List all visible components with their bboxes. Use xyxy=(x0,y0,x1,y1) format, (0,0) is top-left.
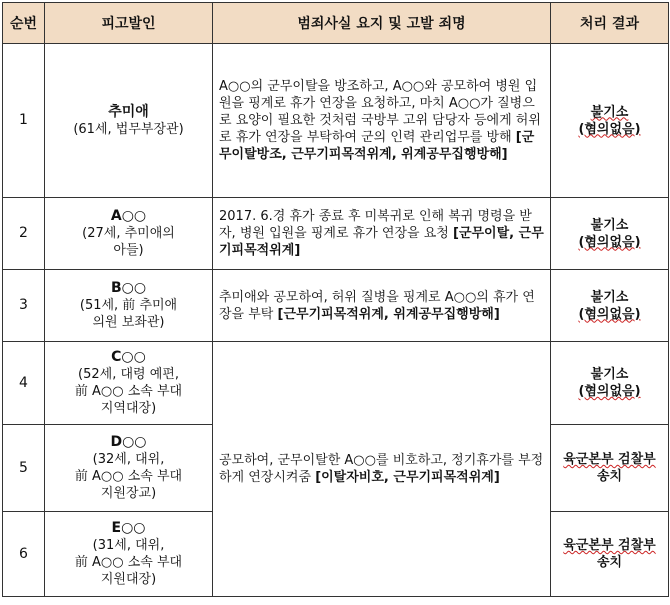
accused-cell xyxy=(45,198,213,270)
accused-name: D○○ xyxy=(110,434,147,450)
case-table xyxy=(2,2,669,597)
header-result: 처리 결과 xyxy=(551,3,669,44)
result-line2: (혐의없음) xyxy=(578,121,641,137)
row-number: 3 xyxy=(3,270,45,342)
result-cell xyxy=(551,44,669,198)
accused-name: C○○ xyxy=(111,349,146,365)
header-no: 순번 xyxy=(3,3,45,44)
charge-text: [군무이탈방조, 근무기피목적위계, 위계공무집행방해] xyxy=(219,130,535,162)
accused-cell xyxy=(45,512,213,597)
fact-cell xyxy=(213,44,551,198)
result-line2: 송치 xyxy=(596,555,623,570)
accused-name: B○○ xyxy=(110,280,147,296)
charge-text: [군무이탈, 근무기피목적위계] xyxy=(219,226,544,258)
charge-text: [근무기피목적위계, 위계공무집행방해] xyxy=(277,306,500,322)
result-line1: 불기소 xyxy=(590,367,629,382)
result-cell xyxy=(551,270,669,342)
row-number: 4 xyxy=(3,342,45,425)
result-line2: (혐의없음) xyxy=(578,384,641,399)
header-facts: 범죄사실 요지 및 고발 죄명 xyxy=(213,3,551,44)
accused-cell xyxy=(45,44,213,198)
result-cell xyxy=(551,512,669,597)
table-row xyxy=(3,342,669,425)
result-line1: 육군본부 검찰부 xyxy=(563,538,656,553)
result-line1: 불기소 xyxy=(590,289,629,305)
table-row xyxy=(3,44,669,198)
fact-text: 2017. 6.경 휴가 종료 후 미복귀로 인해 복귀 명령을 받자, 병원 입원을 핑계로 휴가 연장을 요청 xyxy=(219,209,532,241)
result-line2: 송치 xyxy=(596,469,623,484)
accused-cell xyxy=(45,270,213,342)
result-line1: 육군본부 검찰부 xyxy=(563,452,656,467)
result-line1: 불기소 xyxy=(590,217,629,233)
merged-fact-cell xyxy=(213,342,551,597)
fact-text: 추미애와 공모하여, 허위 질병을 핑계로 A○○의 휴가 연장을 부탁 xyxy=(219,289,535,322)
table-row xyxy=(3,198,669,270)
result-line2: (혐의없음) xyxy=(578,234,641,250)
accused-desc: (31세, 대위, 前 A○○ 소속 부대 지원대장) xyxy=(74,538,183,587)
header-accused: 피고발인 xyxy=(45,3,213,44)
result-line1: 불기소 xyxy=(590,104,629,120)
result-cell xyxy=(551,342,669,425)
fact-cell xyxy=(213,270,551,342)
accused-name: E○○ xyxy=(111,520,146,536)
accused-desc: (61세, 법무부장관) xyxy=(73,121,184,137)
row-number: 2 xyxy=(3,198,45,270)
accused-desc: (32세, 대위, 前 A○○ 소속 부대 지원장교) xyxy=(74,452,183,501)
accused-desc: (27세, 추미애의 아들) xyxy=(82,226,175,258)
fact-text: 공모하여, 군무이탈한 A○○를 비호하고, 정기휴가를 부정하게 연장시켜줌 xyxy=(219,453,544,485)
table-row xyxy=(3,270,669,342)
charge-text: [이탈자비호, 근무기피목적위계] xyxy=(315,470,500,485)
accused-name: 추미애 xyxy=(108,103,149,120)
result-cell xyxy=(551,198,669,270)
accused-name: A○○ xyxy=(110,208,147,224)
accused-cell xyxy=(45,342,213,425)
accused-desc: (52세, 대령 예편, 前 A○○ 소속 부대 지역대장) xyxy=(74,367,183,416)
fact-cell xyxy=(213,198,551,270)
row-number: 6 xyxy=(3,512,45,597)
result-line2: (혐의없음) xyxy=(578,306,641,322)
fact-text: A○○의 군무이탈을 방조하고, A○○와 공모하여 병원 입원을 핑계로 휴가 연장을 요청하고, 마치 A○○가 질병으로 요양이 필요한 것처럼 국방부 고위 담당자 등에게 허위로 휴가 연장을 부탁하여 군의 인력 관리업무를 방해 xyxy=(219,79,541,145)
accused-cell xyxy=(45,425,213,512)
result-cell xyxy=(551,425,669,512)
row-number: 1 xyxy=(3,44,45,198)
accused-desc: (51세, 前 추미애 의원 보좌관) xyxy=(79,298,178,330)
header-row xyxy=(3,3,669,44)
row-number: 5 xyxy=(3,425,45,512)
